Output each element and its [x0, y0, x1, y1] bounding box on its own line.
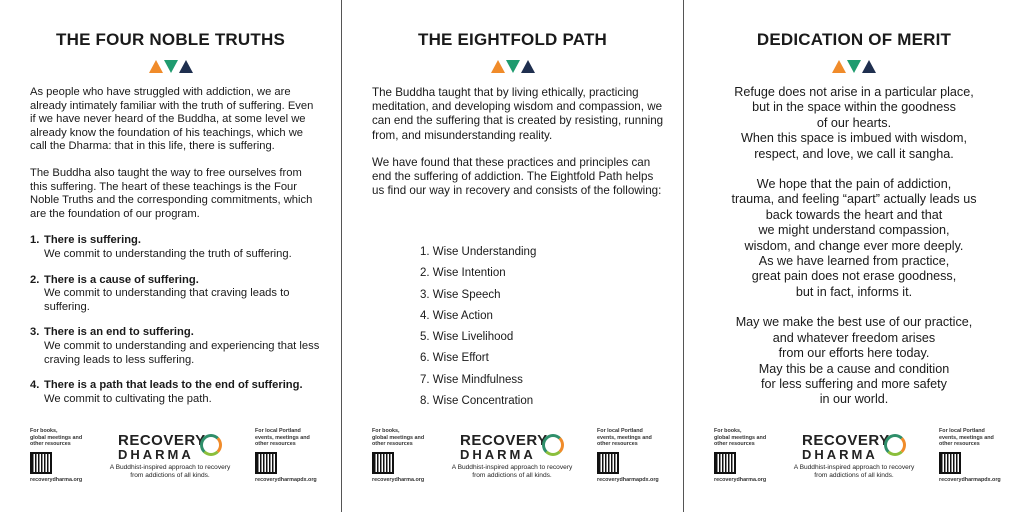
footer-text: events, meetings and: [939, 434, 994, 441]
text-line: but in the space within the goodness: [752, 100, 956, 115]
paragraph: We have found that these practices and principles can end the suffering of addiction. The Eightfold Path helps us find our way in recovery and consists of the following:: [372, 155, 662, 198]
text-line: Refuge does not arise in a particular place,: [734, 85, 974, 99]
footer-text: For local Portland: [939, 428, 985, 434]
list-number: 3.: [30, 326, 40, 339]
footer-url: recoverydharmapdx.org: [255, 476, 317, 483]
text-gap: [684, 300, 1024, 315]
footer-text: other resources: [30, 441, 71, 448]
truth-commitment: We commit to understanding that craving leads to suffering.: [44, 287, 290, 313]
list-item: 1. Wise Understanding: [420, 246, 537, 258]
list-item: 5. Wise Livelihood: [420, 331, 514, 344]
truths-body: [30, 86, 320, 418]
text-line: When this space is imbued with wisdom,: [740, 131, 968, 146]
recovery-dharma-logo: [100, 434, 240, 480]
text-line: May this be a cause and condition: [758, 361, 950, 376]
text-line: wisdom, and change ever more deeply.: [744, 238, 964, 253]
text-line: great pain does not erase goodness,: [751, 269, 957, 284]
footer-text: For local Portland: [255, 428, 301, 434]
footer: [0, 428, 341, 488]
list-item: 4. Wise Action: [420, 309, 493, 322]
qr-code-icon: [372, 452, 394, 474]
footer-right: [255, 428, 317, 483]
footer-text: events, meetings and: [255, 434, 310, 441]
text-line: of our hearts.: [816, 115, 892, 130]
list-item: 7. Wise Mindfulness: [420, 373, 523, 386]
paragraph: The Buddha taught that by living ethically, practicing meditation, and developing wisdom and compassion, we can end the suffering that is created by resisting, running from, and misunderstanding reality.: [372, 86, 664, 142]
footer-left: [30, 428, 82, 483]
footer-text: For books,: [714, 428, 742, 434]
text-line: for less suffering and more safety: [761, 376, 947, 391]
qr-code-icon: [714, 452, 736, 474]
recovery-dharma-logo: [784, 434, 924, 480]
footer-url: recoverydharma.org: [372, 476, 425, 483]
list-item: [30, 234, 320, 261]
footer-text: other resources: [255, 441, 296, 448]
tagline: [100, 464, 240, 480]
triangle-logo-icon: [832, 60, 876, 73]
list-item: [30, 326, 320, 367]
footer: [684, 428, 1024, 488]
footer-right: [597, 428, 659, 483]
footer-url: recoverydharma.org: [30, 476, 83, 483]
footer-left: [714, 428, 766, 483]
text-gap: [684, 162, 1024, 177]
logo-text: RECOVERY: [802, 432, 890, 449]
text-line: but in fact, informs it.: [795, 284, 913, 299]
panel-title: DEDICATION OF MERIT: [756, 30, 952, 49]
tagline-line: from addictions of all kinds.: [814, 472, 894, 479]
tagline-line: A Buddhist-inspired approach to recovery: [451, 464, 573, 471]
tagline: [442, 464, 582, 480]
footer-text: other resources: [372, 441, 413, 448]
text-line: back towards the heart and that: [765, 207, 943, 222]
tagline-line: A Buddhist-inspired approach to recovery: [793, 464, 915, 471]
dedication-text: [684, 85, 1024, 408]
ring-icon: [200, 434, 222, 456]
panel-title: THE EIGHTFOLD PATH: [417, 30, 607, 49]
panel-eightfold-path: [342, 0, 683, 512]
footer-left: [372, 428, 424, 483]
panel-dedication-of-merit: [684, 0, 1024, 512]
truths-list: [30, 234, 320, 406]
paragraph: The Buddha also taught the way to free ourselves from this suffering. The heart of these teachings is the Four Noble Truths and the corresponding commitments, which are the foundation of our program.: [30, 166, 313, 220]
footer-text: For books,: [30, 428, 58, 434]
ring-icon: [542, 434, 564, 456]
truth-commitment: We commit to understanding and experiencing that less craving leads to less suffering.: [44, 339, 320, 366]
recovery-dharma-logo: [442, 434, 582, 480]
truth-commitment: We commit to understanding the truth of suffering.: [44, 247, 292, 260]
footer: [342, 428, 683, 488]
tagline: [784, 464, 924, 480]
text-line: May we make the best use of our practice,: [735, 315, 973, 330]
text-line: We hope that the pain of addiction,: [756, 177, 952, 192]
triangle-logo-icon: [491, 60, 535, 73]
paragraph: As people who have struggled with addiction, we are already intimately familiar with the truth of suffering. Even if we have never heard of the Buddha, at some level we already know the foundation of his teachings, which we call the Dharma: that in this life, there is suffering.: [30, 86, 314, 153]
tagline-line: from addictions of all kinds.: [130, 472, 210, 479]
list-item: [30, 379, 320, 406]
text-line: and whatever freedom arises: [772, 330, 936, 345]
footer-text: global meetings and: [714, 434, 767, 441]
footer-text: other resources: [714, 441, 755, 448]
ring-icon: [884, 434, 906, 456]
panel-four-noble-truths: [0, 0, 341, 512]
truth-heading: There is a path that leads to the end of suffering.: [44, 379, 303, 392]
list-number: 4.: [30, 379, 40, 392]
list-item: 6. Wise Effort: [420, 352, 489, 365]
truth-heading: There is a cause of suffering.: [44, 273, 199, 286]
logo-text: RECOVERY: [460, 432, 548, 449]
footer-url: recoverydharma.org: [714, 476, 767, 483]
qr-code-icon: [939, 452, 961, 474]
truth-heading: There is suffering.: [44, 234, 141, 247]
logo-text: RECOVERY: [118, 432, 206, 449]
footer-url: recoverydharmapdx.org: [939, 476, 1001, 483]
footer-text: For books,: [372, 428, 400, 434]
text-line: respect, and love, we call it sangha.: [754, 146, 954, 161]
list-item: 2. Wise Intention: [420, 267, 506, 280]
text-line: from our efforts here today.: [778, 346, 930, 361]
triangle-logo-icon: [149, 60, 193, 73]
qr-code-icon: [30, 452, 52, 474]
path-body: [372, 86, 664, 211]
logo-text: DHARMA: [118, 447, 194, 462]
list-item: [30, 274, 320, 315]
text-line: in our world.: [819, 392, 889, 407]
footer-text: For local Portland: [597, 428, 643, 434]
text-line: trauma, and feeling “apart” actually leads us: [731, 192, 977, 207]
text-line: As we have learned from practice,: [758, 254, 950, 269]
footer-right: [939, 428, 1001, 483]
list-number: 1.: [30, 234, 40, 247]
eightfold-path-list: [420, 246, 536, 416]
list-number: 2.: [30, 273, 40, 286]
qr-code-icon: [597, 452, 619, 474]
footer-text: other resources: [939, 441, 980, 448]
footer-text: global meetings and: [372, 434, 425, 441]
logo-text: DHARMA: [802, 447, 878, 462]
list-item: 8. Wise Concentration: [420, 395, 534, 408]
panel-title: THE FOUR NOBLE TRUTHS: [56, 30, 285, 49]
list-item: 3. Wise Speech: [420, 288, 501, 301]
footer-url: recoverydharmapdx.org: [597, 476, 659, 483]
footer-text: other resources: [597, 441, 638, 448]
tagline-line: from addictions of all kinds.: [472, 472, 552, 479]
tagline-line: A Buddhist-inspired approach to recovery: [109, 464, 231, 471]
logo-text: DHARMA: [460, 447, 536, 462]
text-line: we might understand compassion,: [758, 223, 950, 238]
truth-heading: There is an end to suffering.: [44, 326, 194, 339]
truth-commitment: We commit to cultivating the path.: [44, 392, 212, 405]
footer-text: global meetings and: [30, 434, 83, 441]
qr-code-icon: [255, 452, 277, 474]
footer-text: events, meetings and: [597, 434, 652, 441]
